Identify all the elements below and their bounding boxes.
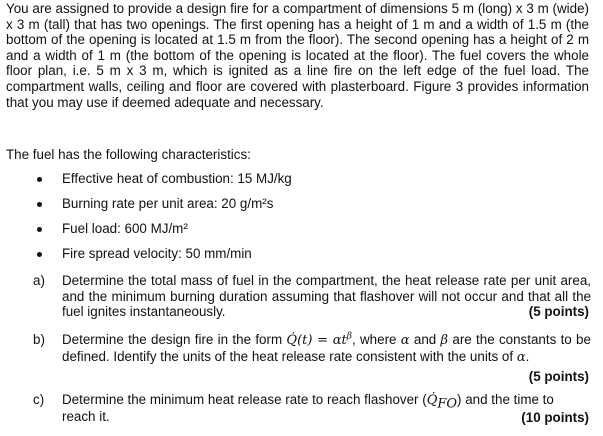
fuel-load: Fuel load: 600 MJ/m²	[62, 221, 188, 236]
design-fire-formula	[286, 333, 352, 348]
bullet-icon	[37, 202, 42, 207]
bullet-icon	[37, 252, 42, 257]
and-word: and	[413, 332, 437, 347]
bullet-icon	[37, 227, 42, 232]
fuel-burning-rate: Burning rate per unit area: 20 g/m²s	[62, 196, 274, 211]
question-b-text-1: Determine the design fire in the form	[62, 332, 283, 347]
question-c-text	[62, 392, 591, 424]
question-label: a)	[33, 273, 45, 288]
question-a-points: (5 points)	[528, 304, 589, 319]
question-label: c)	[33, 392, 45, 407]
q-subscript: FO	[437, 396, 458, 412]
question-b-text	[62, 332, 591, 365]
question-b-text-3: are the constants to be defined. Identify the units of the heat release rate consistent with the units of	[62, 332, 591, 364]
period: .	[525, 348, 530, 364]
question-b-points: (5 points)	[528, 369, 589, 384]
beta-symbol: β	[440, 333, 449, 348]
question-b-text-2: , where	[351, 332, 397, 347]
formula-exponent: β	[346, 331, 352, 342]
fuel-heat-of-combustion: Effective heat of combustion: 15 MJ/kg	[62, 171, 292, 186]
question-a-text: Determine the total mass of fuel in the compartment, the heat release rate per unit area, and the minimum burning duration assuming that flashover will not occur and that all the fuel ignites instantaneously.	[62, 273, 591, 320]
alpha-symbol: α	[400, 333, 410, 348]
formula-lhs: Q̇(t) = αt	[286, 333, 347, 348]
intro-paragraph: You are assigned to provide a design fire for a compartment of dimensions 5 m (long) x 3 m (wide) x 3 m (tall) that has two openings. The first opening has a height of 1 m and a width of 1.5 m (the bottom of the opening is located at 1.5 m from the floor). The second opening has a height of 2 m and a width of 1 m (the bottom of the opening is located at the floor). The fuel covers the whole floor plan, i.e. 5 m x 3 m, which is ignited as a line fire on the left edge of the fuel load. The compartment walls, ceiling and floor are covered with plasterboard. Figure 3 provides information that you may use if deemed adequate and necessary.	[6, 1, 589, 110]
question-label: b)	[33, 332, 45, 347]
bullet-icon	[37, 177, 42, 182]
q-symbol: Q̇	[426, 393, 438, 408]
alpha-symbol-end: α	[516, 349, 526, 365]
fuel-heading: The fuel has the following characteristics:	[6, 147, 251, 162]
question-c-text-2: ) and the time to reach it.	[62, 392, 554, 424]
q-flashover-symbol	[426, 393, 458, 412]
fuel-spread-velocity: Fire spread velocity: 50 mm/min	[62, 246, 252, 261]
question-c-points: (10 points)	[521, 410, 589, 425]
question-c-text-1: Determine the minimum heat release rate to reach flashover (	[62, 392, 427, 407]
